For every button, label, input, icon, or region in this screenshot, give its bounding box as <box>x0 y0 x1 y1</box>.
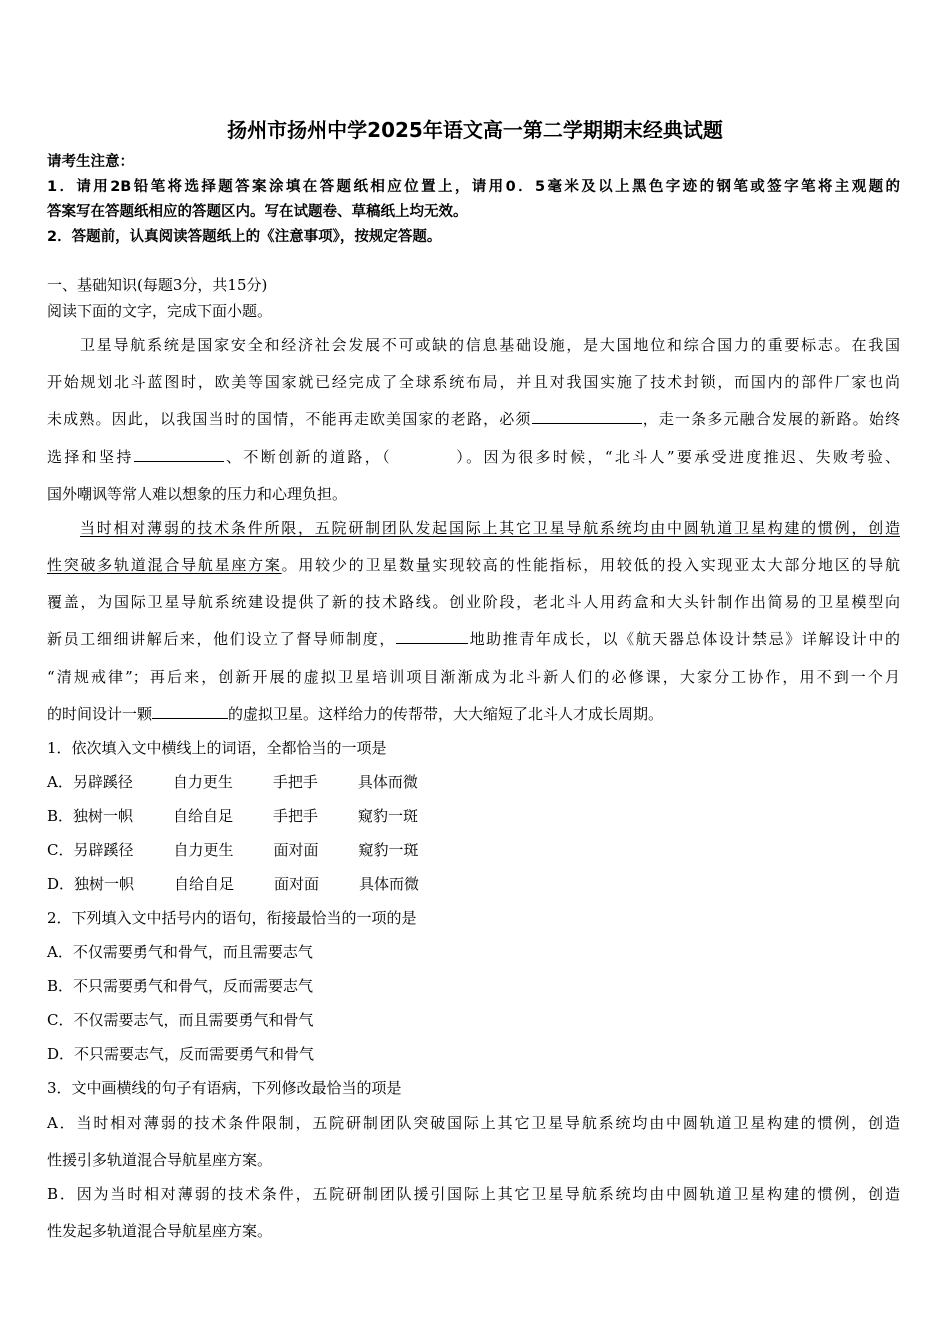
notice-item-1-line-1: 1．请用2B铅笔将选择题答案涂填在答题纸相应位置上，请用0．5毫米及以上黑色字迹的钢笔或签字笔将主观题的 <box>47 179 900 195</box>
question-1-option-d: D．独树一帜 自给自足 面对面 具体而微 <box>47 875 420 893</box>
page-title: 扬州市扬州中学2025年语文高一第二学期期末经典试题 <box>227 118 723 142</box>
passage-p2-line-5: “清规戒律”；再后来，创新开展的虚拟卫星培训项目渐渐成为北斗新人们的必修课，大家分工协作，用不到一个月 <box>47 668 900 686</box>
question-1-option-b: B．独树一帜 自给自足 手把手 窥豹一斑 <box>47 807 419 825</box>
question-3-option-b: B．因为当时相对薄弱的技术条件，五院研制团队援引国际上其它卫星导航系统均由中圆轨道卫星构建的惯例，创造 <box>47 1185 900 1203</box>
fill-blank-4 <box>152 704 228 719</box>
question-3-option-a: A．当时相对薄弱的技术条件限制，五院研制团队突破国际上其它卫星导航系统均由中圆轨道卫星构建的惯例，创造 <box>47 1114 900 1132</box>
section-heading: 一、基础知识(每题3分，共15分) <box>47 276 268 294</box>
question-2-option-a: A．不仅需要勇气和骨气，而且需要志气 <box>47 943 313 961</box>
question-2-option-d: D．不只需要志气，反而需要勇气和骨气 <box>47 1045 315 1063</box>
question-3-option-b-cont: 性发起多轨道混合导航星座方案。 <box>47 1222 273 1240</box>
question-3-option-a-cont: 性援引多轨道混合导航星座方案。 <box>47 1151 273 1169</box>
question-3-stem: 3．文中画横线的句子有语病，下列修改最恰当的项是 <box>47 1079 402 1097</box>
fill-blank-2 <box>134 447 224 462</box>
question-1-option-c: C．另辟蹊径 自力更生 面对面 窥豹一斑 <box>47 841 419 859</box>
notice-item-2: 2．答题前，认真阅读答题纸上的《注意事项》，按规定答题。 <box>47 229 442 245</box>
underlined-sentence: 当时相对薄弱的技术条件所限，五院研制团队发起国际上其它卫星导航系统均由中圆轨道卫星构建的惯例，创造 <box>80 519 900 537</box>
question-2-option-c: C．不仅需要志气，而且需要勇气和骨气 <box>47 1011 314 1029</box>
passage-p2-line-4: 新员工细细讲解后来，他们设立了督导师制度， 地助推青年成长，以《航天器总体设计禁忌》详解设计中的 <box>47 630 900 648</box>
passage-p2-line-6: 的时间设计一颗 的虚拟卫星。这样给力的传帮带，大大缩短了北斗人才成长周期。 <box>47 705 664 723</box>
notice-heading: 请考生注意： <box>47 154 134 170</box>
notice-item-1 <box>47 177 900 197</box>
passage-p1-line-5: 国外嘲讽等常人难以想象的压力和心理负担。 <box>47 485 348 503</box>
question-2-stem: 2．下列填入文中括号内的语句，衔接最恰当的一项的是 <box>47 909 417 927</box>
passage-p1-line-1: 卫星导航系统是国家安全和经济社会发展不可或缺的信息基础设施，是大国地位和综合国力的重要标志。在我国 <box>80 336 900 354</box>
passage-p1-line-3: 未成熟。因此，以我国当时的国情，不能再走欧美国家的老路，必须 ，走一条多元融合发展的新路。始终 <box>47 410 900 428</box>
underlined-sentence-end: 性突破多轨道混合导航星座方案 <box>47 556 282 574</box>
passage-p1-line-4: 选择和坚持 、不断创新的道路，（ ）。因为很多时候，“北斗人”要承受进度推迟、失败考验、 <box>47 448 900 466</box>
section-intro: 阅读下面的文字，完成下面小题。 <box>47 302 273 320</box>
notice-item-1-cont: 答案写在答题纸相应的答题区内。写在试题卷、草稿纸上均无效。 <box>47 204 468 220</box>
passage-p2-line-3: 覆盖，为国际卫星导航系统建设提供了新的技术路线。创业阶段，老北斗人用药盒和大头针制作出简易的卫星模型向 <box>47 593 900 611</box>
question-1-option-a: A．另辟蹊径 自力更生 手把手 具体而微 <box>47 773 418 791</box>
fill-blank-3 <box>396 629 468 644</box>
question-2-option-b: B．不只需要勇气和骨气，反而需要志气 <box>47 977 314 995</box>
passage-p2-line-1 <box>80 518 900 538</box>
passage-p2-line-2: 性突破多轨道混合导航星座方案。用较少的卫星数量实现较高的性能指标，用较低的投入实现亚太大部分地区的导航 <box>47 556 900 574</box>
passage-p1-line-2: 开始规划北斗蓝图时，欧美等国家就已经完成了全球系统布局，并且对我国实施了技术封锁，而国内的部件厂家也尚 <box>47 373 900 391</box>
question-1-stem: 1．依次填入文中横线上的词语，全都恰当的一项是 <box>47 739 387 757</box>
fill-blank-1 <box>532 409 642 424</box>
